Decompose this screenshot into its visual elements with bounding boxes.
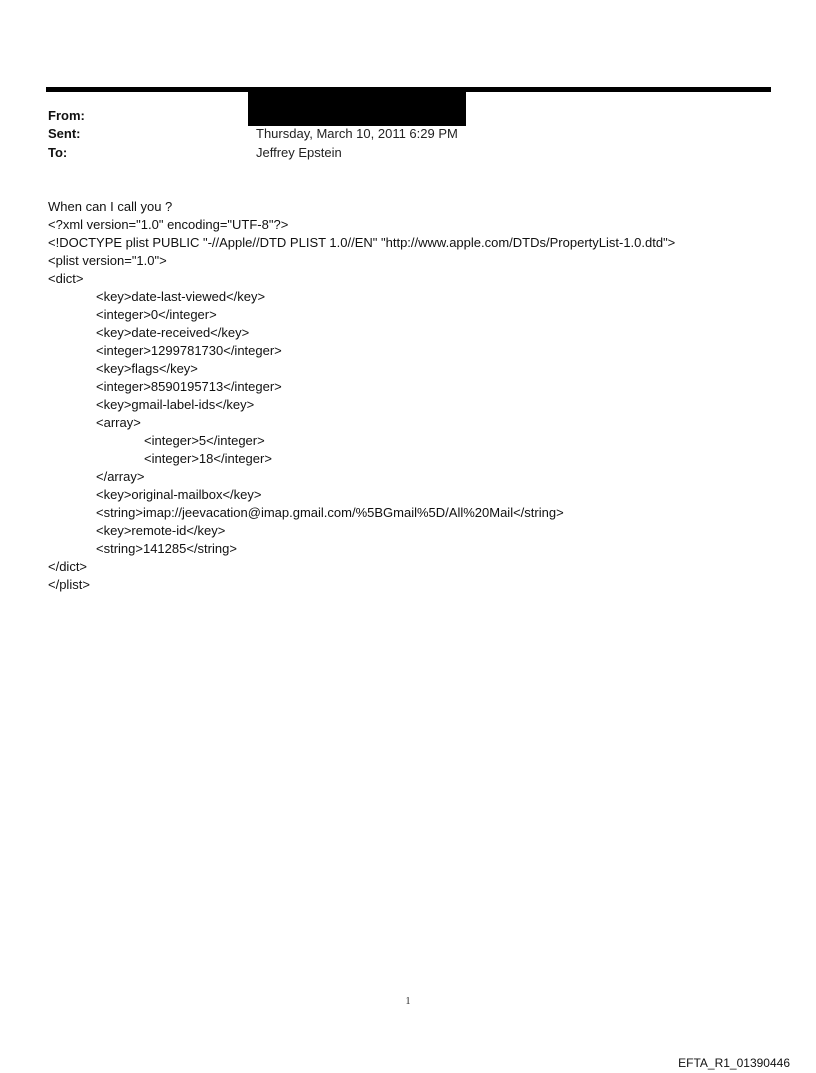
- body-line: <dict>: [48, 271, 84, 286]
- to-value: Jeffrey Epstein: [256, 145, 342, 160]
- body-line: </dict>: [48, 559, 88, 574]
- body-line: <key>date-last-viewed</key>: [96, 289, 266, 304]
- body-line: <integer>18</integer>: [144, 451, 272, 466]
- body-line: When can I call you ?: [48, 199, 173, 214]
- body-line: <key>gmail-label-ids</key>: [96, 397, 255, 412]
- redaction-block: [248, 92, 466, 126]
- body-line: <key>remote-id</key>: [96, 523, 226, 538]
- body-line: <key>flags</key>: [96, 361, 198, 376]
- bates-number: EFTA_R1_01390446: [678, 1056, 790, 1070]
- body-line: <plist version="1.0">: [48, 253, 167, 268]
- body-line: <key>original-mailbox</key>: [96, 487, 262, 502]
- body-line: <?xml version="1.0" encoding="UTF-8"?>: [48, 217, 289, 232]
- sent-label: Sent:: [48, 126, 81, 141]
- body-line: </plist>: [48, 577, 90, 592]
- body-line: </array>: [96, 469, 145, 484]
- body-line: <!DOCTYPE plist PUBLIC "-//Apple//DTD PLIST 1.0//EN" "http://www.apple.com/DTDs/PropertyList-1.0.dtd">: [48, 235, 676, 250]
- body-line: <integer>1299781730</integer>: [96, 343, 282, 358]
- from-label: From:: [48, 108, 85, 123]
- sent-value: Thursday, March 10, 2011 6:29 PM: [256, 126, 458, 141]
- body-line: <integer>8590195713</integer>: [96, 379, 282, 394]
- body-line: <integer>0</integer>: [96, 307, 217, 322]
- to-label: To:: [48, 145, 68, 160]
- body-line: <array>: [96, 415, 141, 430]
- body-line: <key>date-received</key>: [96, 325, 250, 340]
- page-number: 1: [405, 996, 411, 1007]
- body-line: <string>141285</string>: [96, 541, 237, 556]
- body-line: <string>imap://jeevacation@imap.gmail.com/%5BGmail%5D/All%20Mail</string>: [96, 505, 564, 520]
- body-line: <integer>5</integer>: [144, 433, 265, 448]
- message-body: [48, 198, 788, 594]
